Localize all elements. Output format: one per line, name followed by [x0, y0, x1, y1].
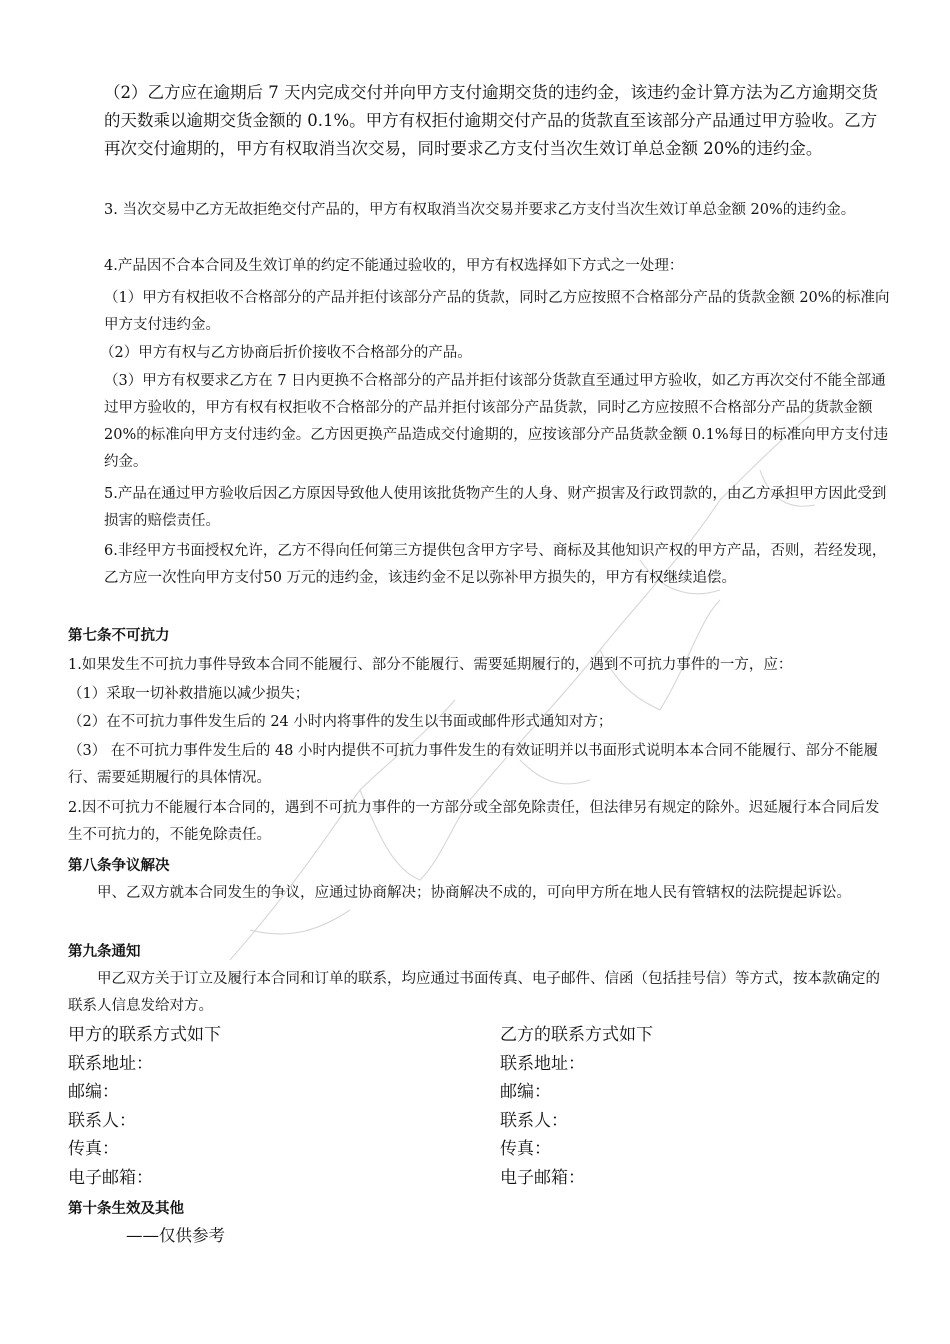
party-a-address-label: 联系地址：	[68, 1053, 153, 1074]
article-9-body: 甲乙双方关于订立及履行本合同和订单的联系，均应通过书面传真、电子邮件、信函（包括挂号信）等方式，按本款确定的联系人信息发给对方。	[68, 971, 880, 1014]
article-7-item-1: （1）采取一切补救措施以减少损失；	[68, 686, 310, 702]
party-b-email-label: 电子邮箱：	[500, 1167, 585, 1188]
article-7-item-2: （2）在不可抗力事件发生后的 24 小时内将事件的发生以书面或邮件形式通知对方；	[68, 714, 613, 730]
party-a-person-label: 联系人：	[68, 1110, 136, 1131]
clause-3-refusal: 3. 当次交易中乙方无故拒绝交付产品的，甲方有权取消当次交易并要求乙方支付当次生效订单总金额 20%的违约金。	[104, 202, 856, 218]
party-a-postcode-label: 邮编：	[68, 1082, 119, 1102]
party-b-address-label: 联系地址：	[500, 1053, 585, 1074]
party-b-contact-title: 乙方的联系方式如下	[500, 1025, 653, 1045]
party-b-person-label: 联系人：	[500, 1110, 568, 1131]
article-7-item-3: （3） 在不可抗力事件发生后的 48 小时内提供不可抗力事件发生的有效证明并以书面形式说明本本合同不能履行、部分不能履行、需要延期履行的具体情况。	[68, 743, 878, 786]
clause-4-intro: 4.产品因不合本合同及生效订单的约定不能通过验收的，甲方有权选择如下方式之一处理：	[104, 258, 684, 274]
clause-6-ip: 6.非经甲方书面授权允许，乙方不得向任何第三方提供包含甲方字号、商标及其他知识产权的甲方产品，否则，若经发现，乙方应一次性向甲方支付50 万元的违约金，该违约金不足以弥补甲方损失的，甲方有权继续追偿。	[104, 543, 887, 586]
article-7-heading: 第七条不可抗力	[68, 627, 170, 644]
article-8-heading: 第八条争议解决	[68, 857, 170, 874]
reference-only-note: ——仅供参考	[126, 1226, 225, 1245]
clause-4-option-3: （3）甲方有权要求乙方在 7 日内更换不合格部分的产品并拒付该部分货款直至通过甲方验收，如乙方再次交付不能全部通过甲方验收的，甲方有权有权拒收不合格部分的产品并拒付该部分产品货款，同时乙方应按照不合格部分产品的货款金额 20%的标准向甲方支付违约金。乙方因更换产品造成交付逾期的，应按该部分产品货款金额 0.1%每日的标准向甲方支付违约金。	[104, 373, 889, 470]
article-8-body: 甲、乙双方就本合同发生的争议，应通过协商解决；协商解决不成的，可向甲方所在地人民有管辖权的法院提起诉讼。	[97, 885, 851, 901]
article-7-para-2: 2.因不可抗力不能履行本合同的，遇到不可抗力事件的一方部分或全部免除责任，但法律另有规定的除外。迟延履行本合同后发生不可抗力的，不能免除责任。	[68, 800, 880, 843]
article-7-para-1: 1.如果发生不可抗力事件导致本合同不能履行、部分不能履行、需要延期履行的，遇到不可抗力事件的一方，应：	[68, 657, 793, 673]
party-b-postcode-label: 邮编：	[500, 1082, 551, 1102]
party-a-fax-label: 传真：	[68, 1139, 119, 1159]
clause-delay-penalty: （2）乙方应在逾期后 7 天内完成交付并向甲方支付逾期交货的违约金，该违约金计算方法为乙方逾期交货的天数乘以逾期交货金额的 0.1%。甲方有权拒付逾期交付产品的货款直至该部分产品通过甲方验收。乙方再次交付逾期的，甲方有权取消当次交易，同时要求乙方支付当次生效订单总金额 20%的违约金。	[104, 83, 878, 158]
clause-4-option-2: （2）甲方有权与乙方协商后折价接收不合格部分的产品。	[100, 345, 472, 361]
clause-4-option-1: （1）甲方有权拒收不合格部分的产品并拒付该部分产品的货款，同时乙方应按照不合格部分产品的货款金额 20%的标准向甲方支付违约金。	[104, 290, 890, 333]
party-b-fax-label: 传真：	[500, 1139, 551, 1159]
party-a-contact-title: 甲方的联系方式如下	[68, 1025, 221, 1045]
party-a-email-label: 电子邮箱：	[68, 1167, 153, 1188]
article-10-heading: 第十条生效及其他	[68, 1200, 184, 1217]
party-b-contact-block	[500, 1021, 900, 1192]
clause-5-liability: 5.产品在通过甲方验收后因乙方原因导致他人使用该批货物产生的人身、财产损害及行政罚款的，由乙方承担甲方因此受到损害的赔偿责任。	[104, 486, 887, 529]
party-a-contact-block	[68, 1021, 468, 1192]
article-9-heading: 第九条通知	[68, 943, 141, 960]
